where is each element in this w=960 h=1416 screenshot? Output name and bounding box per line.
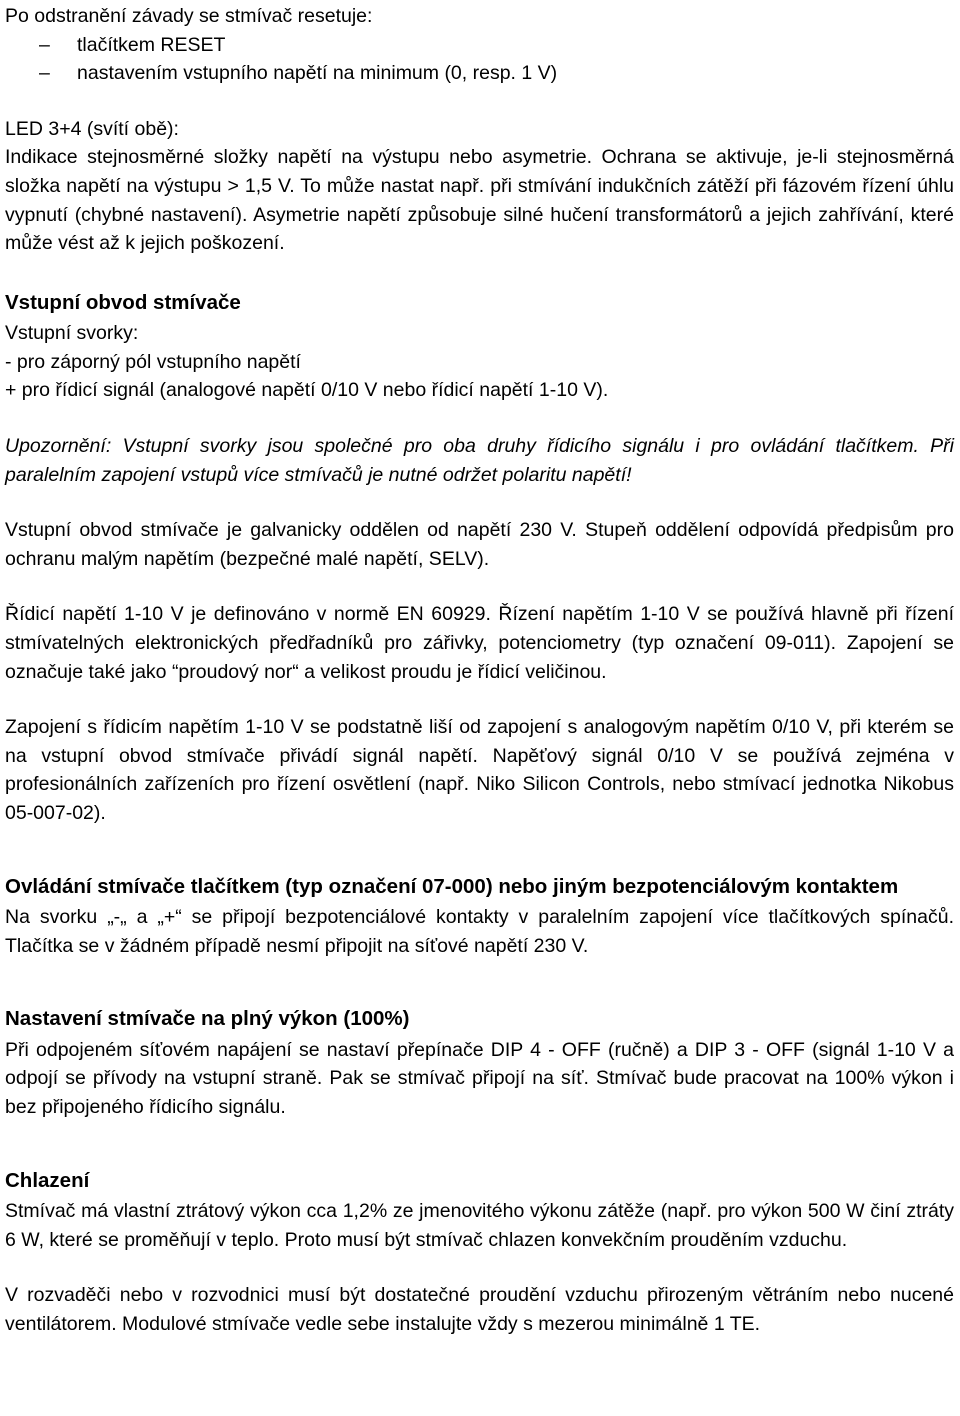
list-item: – tlačítkem RESET	[5, 31, 954, 60]
dash-bullet: –	[39, 62, 50, 85]
warning-note: Upozornění: Vstupní svorky jsou společné pro oba druhy řídicího signálu i pro ovládání tlačítkem. Při paralelním zapojení vstupů více stmívačů je nutné održet polaritu napětí!	[5, 435, 954, 486]
input-circuit-section	[5, 288, 954, 828]
input-terminal-minus: - pro záporný pól vstupního napětí	[5, 350, 301, 373]
isolation-text: Vstupní obvod stmívače je galvanicky oddělen od napětí 230 V. Stupeň oddělení odpovídá předpisům pro ochranu malým napětím (bezpečné malé napětí, SELV).	[5, 519, 954, 570]
section-heading: Nastavení stmívače na plný výkon (100%)	[5, 1007, 410, 1031]
led-text: Indikace stejnosměrné složky napětí na výstupu nebo asymetrie. Ochrana se aktivuje, je-li stejnosměrná složka napětí na výstupu > 1,5 V. To může nastat např. při stmívání indukčních zátěží při fázovém řízení úhlu vypnutí (chybné nastavení). Asymetrie napětí způsobuje silné hučení transformátorů a jejich zahřívání, které může vést až k jejich poškození.	[5, 146, 954, 255]
reset-section	[5, 2, 954, 88]
section-heading: Vstupní obvod stmívače	[5, 290, 241, 314]
control-voltage-text: Řídicí napětí 1-10 V je definováno v normě EN 60929. Řízení napětím 1-10 V se používá hlavně při řízení stmívatelných elektronických předřadníků pro zářivky, potenciometry (typ označení 09-011). Zapojení se označuje také jako “proudový nor“ a velikost proudu je řídicí veličinou.	[5, 603, 954, 683]
section-heading: Ovládání stmívače tlačítkem (typ označení 07-000) nebo jiným bezpotenciálovým kontaktem	[5, 874, 899, 898]
cooling-section	[5, 1166, 954, 1339]
reset-intro: Po odstranění závady se stmívač resetuje:	[5, 5, 373, 27]
difference-text: Zapojení s řídicím napětím 1-10 V se podstatně liší od zapojení s analogovým napětím 0/10 V, při kterém se na vstupní obvod stmívače přivádí signál napětí. Napěťový signál 0/10 V se používá zejména v profesionálních zařízeních pro řízení osvětlení (např. Niko Silicon Controls, nebo stmívací jednotka Nikobus 05-007-02).	[5, 716, 954, 824]
reset-list	[5, 31, 954, 88]
cooling-text-2: V rozvaděči nebo v rozvodnici musí být dostatečné proudění vzduchu přirozeným větráním nebo nucené ventilátorem. Modulové stmívače vedle sebe instalujte vždy s mezerou minimálně 1 TE.	[5, 1284, 954, 1335]
button-control-text: Na svorku „-„ a „+“ se připojí bezpotenciálové kontakty v paralelním zapojení více tlačítkových spínačů. Tlačítka se v žádném případě nesmí připojit na síťové napětí 230 V.	[5, 906, 954, 957]
input-terminals-label: Vstupní svorky:	[5, 322, 139, 345]
led-title: LED 3+4 (svítí obě):	[5, 117, 179, 140]
cooling-text-1: Stmívač má vlastní ztrátový výkon cca 1,2% ze jmenovitého výkonu zátěže (např. pro výkon 500 W činí ztráty 6 W, které se proměňují v teplo. Proto musí být stmívač chlazen konvekčním prouděním vzduchu.	[5, 1200, 954, 1251]
input-terminal-plus: + pro řídicí signál (analogové napětí 0/10 V nebo řídicí napětí 1-10 V).	[5, 379, 609, 402]
list-item: – nastavením vstupního napětí na minimum (0, resp. 1 V)	[5, 59, 954, 88]
dash-bullet: –	[39, 33, 50, 56]
full-power-text: Při odpojeném síťovém napájení se nastaví přepínače DIP 4 - OFF (ručně) a DIP 3 - OFF (signál 1-10 V a odpojí se přívody na vstupní straně. Pak se stmívač připojí na síť. Stmívač bude pracovat na 100% výkon i bez připojeného řídicího signálu.	[5, 1038, 954, 1118]
section-heading: Chlazení	[5, 1168, 90, 1192]
button-control-section	[5, 872, 954, 961]
full-power-section	[5, 1004, 954, 1121]
led-section	[5, 115, 954, 258]
